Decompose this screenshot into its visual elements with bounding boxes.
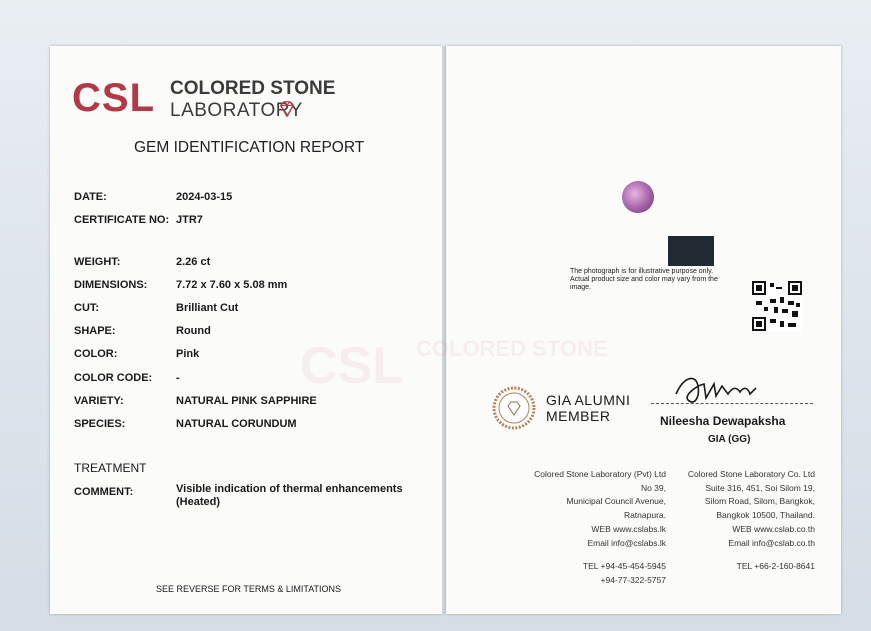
web-link[interactable]: WEB www.cslab.co.th (732, 523, 815, 534)
gia-badge-line-1: GIA ALUMNI (546, 392, 631, 408)
photo-scale-box (668, 236, 714, 266)
field-label: WEIGHT: (74, 256, 121, 268)
comment-value: Visible indication of thermal enhancements (Heated) (176, 483, 403, 508)
signature-icon (670, 364, 790, 408)
field-label: SPECIES: (74, 418, 126, 430)
field-label: CUT: (74, 302, 100, 314)
field-value: Brilliant Cut (176, 302, 239, 314)
field-label: SHAPE: (74, 325, 116, 337)
field-value: - (176, 372, 180, 384)
field-label: COLOR CODE: (74, 372, 153, 384)
field-label: DATE: (74, 191, 107, 203)
gia-seal-icon (492, 386, 536, 430)
field-value: JTR7 (176, 214, 203, 226)
field-label: CERTIFICATE NO: (74, 214, 170, 226)
email-link[interactable]: Email info@cslabs.lk (587, 537, 666, 548)
report-back-page (416, 46, 841, 614)
signer-title: GIA (GG) (708, 434, 751, 445)
field-value: NATURAL PINK SAPPHIRE (176, 395, 317, 407)
signature-line (651, 403, 813, 404)
phone-number: +94-77-322-5757 (600, 574, 666, 585)
field-value: NATURAL CORUNDUM (176, 418, 297, 430)
email-link[interactable]: Email info@cslab.co.th (728, 537, 815, 548)
address-line: Colored Stone Laboratory (Pvt) Ltd (534, 469, 666, 479)
gem-icon (278, 100, 296, 118)
treatment-heading: TREATMENT (74, 461, 147, 475)
field-label: COLOR: (74, 348, 118, 360)
photo-disclaimer: The photograph is for illustrative purpose only. Actual product size and color may vary from the image. (570, 268, 718, 291)
watermark: CSL (300, 337, 404, 395)
phone-number: TEL +66-2-160-8641 (736, 561, 815, 572)
address-line: Suite 316, 451, Soi Silom 19, (705, 482, 815, 493)
address-line: Ratnapura. (623, 510, 666, 521)
address-line: Bangkok 10500, Thailand. (716, 510, 815, 521)
signer-name: Nileesha Dewapakshа (660, 414, 786, 428)
address-thailand (671, 468, 815, 574)
comment-label: COMMENT: (74, 486, 134, 498)
logo-line-2: LABORATORY (170, 100, 303, 121)
field-label: VARIETY: (74, 395, 124, 407)
gia-badge-line-2: MEMBER (546, 408, 611, 424)
field-value: 7.72 x 7.60 x 5.08 mm (176, 279, 288, 291)
gemstone-photo (622, 181, 654, 213)
address-sri-lanka (496, 468, 666, 588)
logo-line-1: COLORED STONE (170, 78, 336, 99)
address-line: No 39, (640, 482, 666, 493)
field-value: Pink (176, 348, 200, 360)
field-value: 2024-03-15 (176, 191, 233, 203)
address-line: Colored Stone Laboratory Co. Ltd (687, 469, 815, 479)
qr-code-icon (752, 281, 802, 331)
report-title: GEM IDENTIFICATION REPORT (134, 139, 365, 156)
address-line: Municipal Council Avenue, (566, 496, 666, 507)
field-label: DIMENSIONS: (74, 279, 148, 291)
web-link[interactable]: WEB www.cslabs.lk (591, 523, 666, 534)
reverse-note: SEE REVERSE FOR TERMS & LIMITATIONS (156, 584, 342, 594)
field-value: Round (176, 325, 211, 337)
field-value: 2.26 ct (176, 256, 211, 268)
logo-mark: CSL (72, 76, 155, 120)
watermark: COLORED STONE (416, 336, 608, 361)
address-line: Silom Road, Silom, Bangkok, (704, 496, 815, 507)
phone-number: TEL +94-45-454-5945 (582, 561, 666, 572)
report-front-page (50, 46, 442, 614)
